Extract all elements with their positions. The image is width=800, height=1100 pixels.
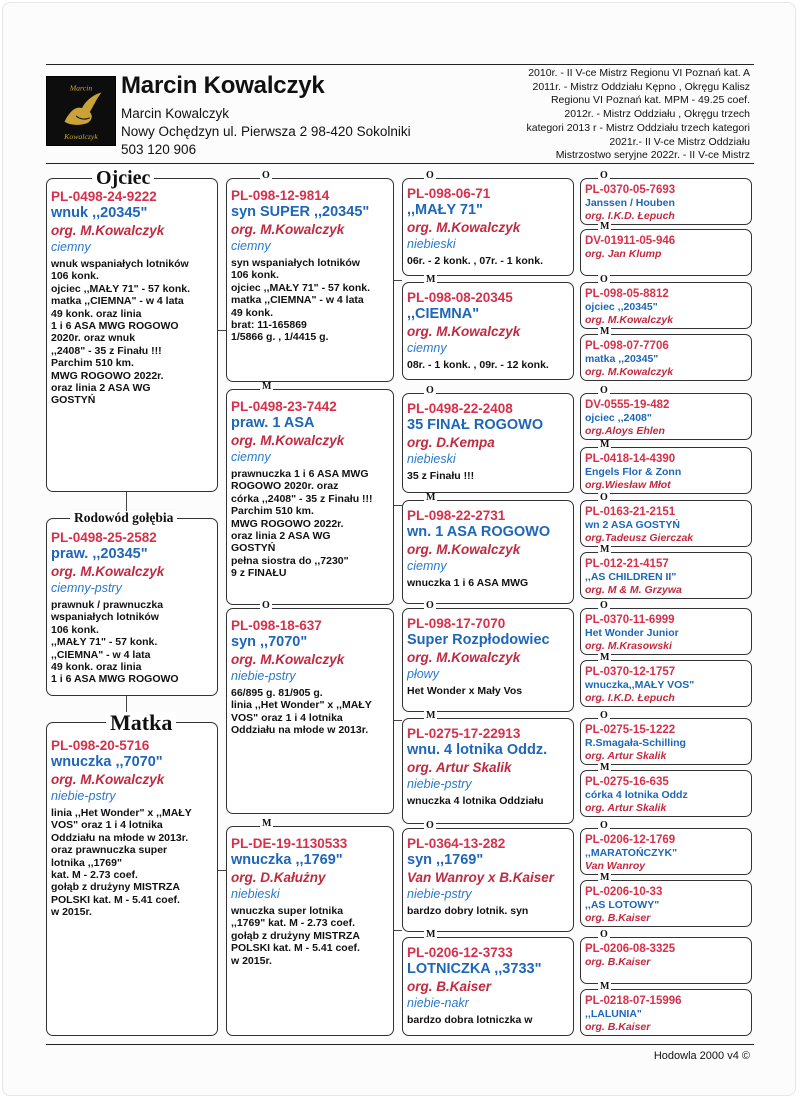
sex-mark: O [600, 385, 608, 396]
description-line: wnuk wspaniałych lotników [51, 258, 189, 270]
ring-number: PL-0498-22-2408 [407, 401, 513, 416]
achievement-line: Mistrzostwo seryjne 2022r. - II V-ce Mistrz [555, 149, 750, 162]
breeder: Van Wanroy [585, 859, 646, 872]
description-line: VOS" oraz 1 i 4 lotnika [51, 819, 163, 832]
plumage-color: niebieski [231, 887, 280, 901]
grandparent-box [402, 937, 574, 1036]
ring-number: PL-098-20-5716 [51, 738, 150, 753]
breeder: org. B.Kaiser [585, 956, 651, 968]
description-line: w 2015r. [231, 954, 272, 967]
breeder: org. B.Kaiser [585, 1020, 651, 1033]
subject-box [46, 518, 218, 696]
pigeon-name: ojciec ,,20345" [585, 301, 658, 313]
owner-phone: 503 120 906 [121, 142, 197, 157]
parent-box [226, 826, 394, 1036]
ring-number: DV-01911-05-946 [585, 235, 676, 247]
breeder: org. M.Kowalczyk [51, 772, 165, 787]
pigeon-name: praw. ,,20345" [51, 546, 148, 562]
description-line: matka ,,CIEMNA" - w 4 lata [51, 295, 184, 308]
achievement-line: 2010r. - II V-ce Mistrz Regionu VI Poznań kat. A [528, 67, 750, 79]
plumage-color: niebie-pstry [231, 669, 296, 683]
description-line: matka ,,CIEMNA" - w 4 lata [231, 294, 364, 307]
pigeon-name: wnuczka ,,7070" [51, 754, 163, 770]
breeder: org.Tadeusz Gierczak [585, 531, 694, 544]
description-line: linia ,,Het Wonder" x ,,MAŁY [51, 807, 192, 819]
description-line: 35 z Finału !!! [407, 470, 475, 482]
description-line: ,,1769" kat. M - 2.73 coef. [231, 917, 356, 930]
description-line: 1 i 6 ASA MWG ROGOWO [51, 320, 179, 333]
sex-mark: O [426, 385, 434, 396]
breeder: org. B.Kaiser [585, 911, 651, 924]
ring-number: PL-0370-12-1757 [585, 666, 676, 678]
achievement-line: kategori 2013 r - Mistrz Oddziału trzech kategori [526, 121, 750, 134]
description-line: 49 konk. [231, 306, 274, 319]
ring-number: PL-DE-19-1130533 [231, 836, 348, 851]
great-grandparent-box [580, 880, 752, 927]
description-line: 106 konk. [51, 270, 99, 283]
description-line: ,,MAŁY 71" - 57 konk. [51, 636, 158, 649]
description-line: GOSTYŃ [51, 394, 96, 407]
description-line: 49 konk. oraz linia [51, 307, 142, 320]
description-line: 106 konk. [231, 269, 279, 282]
pigeon-name: ,,MAŁY 71" [407, 202, 483, 218]
grandparent-box [402, 608, 574, 712]
description-line: oraz linia 2 ASA WG [51, 382, 151, 395]
description [231, 468, 389, 580]
ring-number: PL-098-07-7706 [585, 340, 669, 352]
breeder: org. D.Kałużny [231, 870, 326, 885]
parent-box [226, 608, 394, 814]
plumage-color: niebieski [407, 452, 456, 466]
great-grandparent-box [580, 447, 752, 494]
connector [394, 720, 402, 721]
ring-number: PL-0498-25-2582 [51, 530, 157, 545]
description-line: pełna siostra do ,,7230" [231, 554, 349, 567]
description [51, 599, 213, 686]
description-line: POLSKI kat. M - 5.41 coef. [51, 893, 180, 906]
great-grandparent-box [580, 500, 752, 547]
great-grandparent-box [580, 282, 752, 329]
ring-number: PL-0206-08-3325 [585, 943, 676, 955]
description-line: GOSTYŃ [231, 542, 276, 555]
father-label: Ojciec [92, 168, 154, 188]
ring-number: PL-0370-11-6999 [585, 614, 675, 626]
parent-box [226, 178, 394, 382]
plumage-color: niebie-pstry [407, 777, 472, 791]
pigeon-name: syn ,,7070" [231, 634, 308, 650]
sex-mark: M [600, 439, 610, 450]
description-line: bardzo dobra lotniczka w [407, 1014, 533, 1026]
description-line: wnuczka 4 lotnika Oddziału [407, 795, 544, 807]
breeder: org. M.Kowalczyk [407, 324, 521, 339]
mother-box [46, 722, 218, 1036]
description-line: 49 konk. oraz linia [51, 661, 142, 674]
sex-mark: M [600, 981, 610, 992]
ring-number: PL-0370-05-7693 [585, 184, 676, 196]
pigeon-name: ,,AS CHILDREN II" [585, 571, 677, 583]
grandparent-box [402, 828, 574, 932]
ring-number: PL-098-22-2731 [407, 508, 506, 523]
pigeon-name: wn. 1 ASA ROGOWO [407, 524, 551, 540]
pigeon-name: wnu. 4 lotnika Oddz. [407, 742, 548, 758]
breeder: org. Artur Skalik [585, 801, 667, 814]
pigeon-name: wnuk ,,20345" [51, 205, 148, 221]
sex-mark: O [262, 600, 270, 611]
pigeon-name: praw. 1 ASA [231, 415, 315, 431]
achievement-line: Regionu VI Poznań kat. MPM - 49.25 coef. [550, 94, 750, 107]
dove-logo-icon [47, 77, 115, 145]
connector [218, 330, 226, 331]
plumage-color: ciemny [407, 559, 447, 573]
bottom-rule [46, 1044, 754, 1045]
description [407, 685, 569, 697]
pigeon-name: wnuczka,,MAŁY VOS" [585, 679, 695, 691]
breeder: org. M.Kowalczyk [407, 650, 521, 665]
breeder: org. Artur Skalik [585, 749, 667, 762]
description-line: 2020r. oraz wnuk [51, 332, 136, 345]
breeder: Van Wanroy x B.Kaiser [407, 870, 555, 885]
sex-mark: M [426, 492, 436, 503]
description-line: Oddziału na młode w 2013r. [51, 831, 189, 844]
sex-mark: O [600, 929, 608, 940]
great-grandparent-box [580, 989, 752, 1036]
ring-number: PL-0163-21-2151 [585, 506, 676, 518]
description [407, 795, 569, 807]
ring-number: PL-098-17-7070 [407, 616, 506, 631]
ring-number: PL-0218-07-15996 [585, 995, 682, 1007]
ring-number: DV-0555-19-482 [585, 399, 670, 411]
description [407, 577, 569, 589]
sex-mark: M [600, 762, 610, 773]
breeder: org. M.Kowalczyk [407, 542, 521, 557]
plumage-color: ciemny [231, 450, 271, 464]
great-grandparent-box [580, 770, 752, 817]
sex-mark: M [600, 326, 610, 337]
sex-mark: O [600, 820, 608, 831]
pigeon-name: R.Smagała-Schilling [585, 737, 686, 749]
grandparent-box [402, 393, 574, 493]
breeder: org. B.Kaiser [407, 979, 492, 994]
ring-number: PL-0364-13-282 [407, 836, 506, 851]
pigeon-name: Janssen / Houben [585, 197, 675, 209]
sex-mark: O [426, 170, 434, 181]
description-line: linia ,,Het Wonder" x ,,MAŁY [231, 699, 372, 712]
ring-number: PL-098-18-637 [231, 618, 322, 633]
great-grandparent-box [580, 334, 752, 381]
achievement-line: 2012r. - Mistrz Oddziału , Okręgu trzech [564, 108, 750, 121]
sex-mark: M [600, 872, 610, 883]
sex-mark: O [262, 170, 270, 181]
description-line: Oddziału na młode w 2013r. [231, 724, 369, 737]
description-line: gołąb z drużyny MISTRZA [231, 929, 360, 942]
description-line: prawnuczka 1 i 6 ASA MWG [231, 468, 369, 480]
description-line: 1/5866 g. , 1/4415 g. [231, 331, 329, 344]
ring-number: PL-098-12-9814 [231, 188, 330, 203]
description-line: syn wspaniałych lotników [231, 257, 360, 269]
breeder: org.Wiesław Młot [585, 478, 671, 491]
description-line: prawnuk / prawnuczka [51, 599, 164, 611]
description-line: 106 konk. [51, 623, 99, 636]
pigeon-name: wnuczka ,,1769" [231, 852, 343, 868]
description-line: Parchim 510 km. [231, 505, 314, 518]
breeder: org.Aloys Ehlen [585, 424, 665, 437]
header-rule [46, 163, 754, 164]
parent-box [226, 389, 394, 605]
pigeon-name: Engels Flor & Zonn [585, 466, 682, 478]
description-line: VOS" oraz 1 i 4 lotnika [231, 711, 343, 724]
ring-number: PL-012-21-4157 [585, 558, 669, 570]
ring-number: PL-098-05-8812 [585, 288, 669, 300]
pigeon-name: ojciec ,,2408" [585, 412, 652, 424]
achievements-list [526, 67, 750, 163]
description-line: POLSKI kat. M - 5.41 coef. [231, 942, 360, 955]
description-line: oraz linia 2 ASA WG [231, 530, 331, 543]
description-line: 9 z FINAŁU [231, 567, 287, 580]
great-grandparent-box [580, 552, 752, 599]
ring-number: PL-0418-14-4390 [585, 453, 676, 465]
plumage-color: ciemny [231, 239, 271, 253]
pigeon-name: ,,LALUNIA" [585, 1008, 642, 1020]
sex-mark: M [600, 544, 610, 555]
description-line: brat: 11-165869 [231, 319, 307, 332]
ring-number: PL-0498-23-7442 [231, 399, 337, 414]
breeder: org. M.Kowalczyk [231, 222, 345, 237]
description-line: kat. M - 2.73 coef. [51, 869, 138, 882]
description-line: ROGOWO 2020r. oraz [231, 480, 339, 493]
sex-mark: M [600, 652, 610, 663]
sex-mark: M [600, 221, 610, 232]
footer-credit: Hodowla 2000 v4 © [653, 1050, 750, 1062]
great-grandparent-box [580, 608, 752, 655]
description [231, 905, 389, 967]
breeder: org. M.Kowalczyk [407, 220, 521, 235]
ring-number: PL-0275-17-22913 [407, 726, 521, 741]
connector [394, 505, 402, 506]
great-grandparent-box [580, 660, 752, 707]
description-line: Het Wonder x Mały Vos [407, 685, 523, 697]
plumage-color: płowy [407, 667, 439, 681]
description-line: MWG ROGOWO 2022r. [51, 369, 164, 382]
ring-number: PL-0206-12-3733 [407, 945, 513, 960]
description-line: 1 i 6 ASA MWG ROGOWO [51, 673, 179, 686]
breeder: org. M.Kowalczyk [231, 433, 345, 448]
sex-mark: M [426, 929, 436, 940]
description-line: 66/895 g. 81/905 g. [231, 687, 323, 699]
ring-number: PL-098-08-20345 [407, 290, 513, 305]
pigeon-name: ,,AS LOTOWY" [585, 899, 660, 911]
breeder: org. D.Kempa [407, 435, 495, 450]
grandparent-box [402, 718, 574, 824]
pigeon-name: syn ,,1769" [407, 852, 484, 868]
description [407, 1014, 569, 1026]
description [407, 470, 569, 482]
description-line: ,,2408" - 35 z Finału !!! [51, 344, 162, 357]
pigeon-name: Super Rozpłodowiec [407, 632, 550, 648]
pigeon-name: ,,CIEMNA" [407, 306, 480, 322]
great-grandparent-box [580, 828, 752, 875]
description [51, 807, 213, 919]
description [407, 359, 569, 371]
sex-mark: M [262, 818, 272, 829]
father-box [46, 178, 218, 492]
ring-number: PL-0206-10-33 [585, 886, 663, 898]
description-line: bardzo dobry lotnik. syn [407, 905, 529, 917]
sex-mark: O [600, 274, 608, 285]
achievement-line: 2011r. - Mistrz Oddziału Kępno , Okręgu Kalisz [532, 80, 750, 93]
description-line: córka ,,2408" - 35 z Finału !!! [231, 492, 373, 505]
connector [394, 280, 402, 281]
breeder: org. M.Kowalczyk [51, 223, 165, 238]
great-grandparent-box [580, 393, 752, 440]
pigeon-name: LOTNICZKA ,,3733" [407, 961, 542, 977]
description-line: lotnika ,,1769" [51, 856, 122, 869]
great-grandparent-box [580, 229, 752, 276]
mother-label: Matka [106, 712, 176, 734]
ring-number: PL-098-06-71 [407, 186, 491, 201]
breeder: org. Artur Skalik [407, 760, 512, 775]
top-rule [46, 64, 754, 65]
breeder: org. M & M. Grzywa [585, 583, 682, 596]
grandparent-box [402, 500, 574, 604]
breeder: org. Jan Klump [585, 248, 662, 260]
achievement-line: 2021r.- II V-ce Mistrz Oddziału [609, 135, 750, 148]
ring-number: PL-0275-15-1222 [585, 724, 676, 736]
description-line: wnuczka super lotnika [231, 905, 344, 917]
great-grandparent-box [580, 178, 752, 225]
sex-mark: O [600, 492, 608, 503]
plumage-color: niebie-pstry [407, 887, 472, 901]
sex-mark: O [600, 170, 608, 181]
description [407, 255, 569, 267]
description-line: 06r. - 2 konk. , 07r. - 1 konk. [407, 255, 543, 267]
sex-mark: M [426, 274, 436, 285]
pigeon-name: matka ,,20345" [585, 353, 659, 365]
breeder: org. M.Kowalczyk [585, 365, 674, 378]
plumage-color: niebie-nakr [407, 996, 469, 1010]
description-line: wspaniałych lotników [51, 611, 159, 624]
pigeon-name: córka 4 lotnika Oddz [585, 789, 688, 801]
pigeon-name: Het Wonder Junior [585, 627, 679, 639]
sex-mark: O [600, 710, 608, 721]
description-line: 08r. - 1 konk. , 09r. - 12 konk. [407, 359, 549, 371]
description [407, 905, 569, 917]
description-line: ojciec ,,MAŁY 71" - 57 konk. [231, 281, 371, 294]
owner-logo [46, 76, 116, 146]
connector [218, 870, 226, 871]
plumage-color: ciemny-pstry [51, 581, 122, 595]
ring-number: PL-0498-24-9222 [51, 189, 157, 204]
description [231, 687, 389, 737]
owner-name: Marcin Kowalczyk [121, 72, 325, 99]
sex-mark: M [262, 381, 272, 392]
description-line: ojciec ,,MAŁY 71" - 57 konk. [51, 282, 191, 295]
owner-line-name: Marcin Kowalczyk [121, 106, 230, 121]
logo-text-top: Marcin [69, 83, 93, 93]
description-line: gołąb z drużyny MISTRZA [51, 881, 180, 894]
ring-number: PL-0275-16-635 [585, 776, 669, 788]
sex-mark: O [600, 600, 608, 611]
sex-mark: O [426, 600, 434, 611]
plumage-color: ciemny [51, 240, 91, 254]
breeder: org. M.Kowalczyk [585, 313, 674, 326]
breeder: org. M.Kowalczyk [231, 652, 345, 667]
pedigree-label: Rodowód gołębia [70, 511, 177, 525]
pigeon-name: syn SUPER ,,20345" [231, 204, 370, 220]
connector [394, 930, 402, 931]
breeder: org. M.Krasowski [585, 639, 672, 652]
description [51, 258, 213, 407]
sex-mark: M [426, 710, 436, 721]
ring-number: PL-0206-12-1769 [585, 834, 676, 846]
breeder: org. M.Kowalczyk [51, 564, 165, 579]
description-line: MWG ROGOWO 2022r. [231, 517, 344, 530]
great-grandparent-box [580, 937, 752, 984]
breeder: org. I.K.D. Łepuch [585, 691, 675, 704]
sex-mark: O [426, 820, 434, 831]
plumage-color: ciemny [407, 341, 447, 355]
pigeon-name: wn 2 ASA GOSTYŃ [585, 519, 680, 531]
description-line: wnuczka 1 i 6 ASA MWG [407, 577, 529, 589]
plumage-color: niebieski [407, 237, 456, 251]
grandparent-box [402, 178, 574, 276]
plumage-color: niebie-pstry [51, 789, 116, 803]
description [231, 257, 389, 344]
great-grandparent-box [580, 718, 752, 765]
description-line: Parchim 510 km. [51, 357, 134, 370]
description-line: ,,CIEMNA" - w 4 lata [51, 648, 151, 661]
owner-address: Nowy Ochędzyn ul. Pierwsza 2 98-420 Sokolniki [121, 124, 411, 139]
description-line: oraz prawnuczka super [51, 844, 168, 857]
grandparent-box [402, 282, 574, 380]
logo-text-bottom: Kowalczyk [64, 132, 98, 142]
pigeon-name: 35 FINAŁ ROGOWO [407, 417, 544, 433]
pigeon-name: ,,MARATOŃCZYK" [585, 847, 678, 859]
breeder: org. I.K.D. Łepuch [585, 209, 675, 222]
description-line: w 2015r. [51, 906, 92, 919]
